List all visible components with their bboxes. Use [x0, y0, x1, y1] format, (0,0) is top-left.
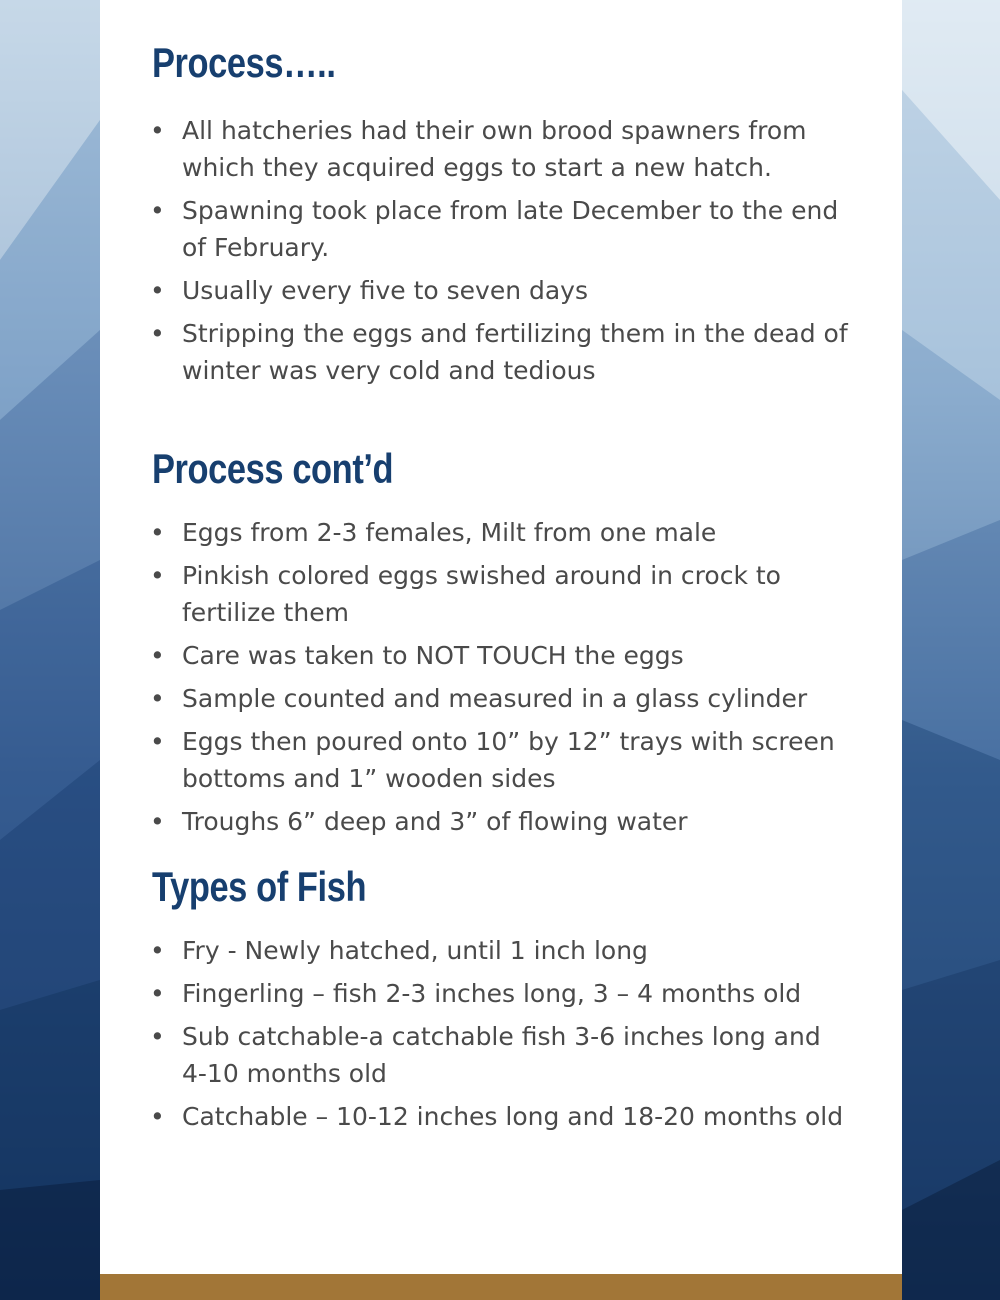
list-item [150, 1018, 850, 1092]
list-item [150, 637, 850, 674]
list-item [150, 272, 850, 309]
list-item [150, 1098, 850, 1135]
bullet-icon: • [150, 518, 165, 547]
list-item-text: Pinkish colored eggs swished around in crock to fertilize them [182, 561, 781, 627]
list-item-text: Eggs from 2-3 females, Milt from one male [182, 518, 717, 547]
bullet-icon: • [150, 276, 165, 305]
bullet-icon: • [150, 561, 165, 590]
section-heading-process-contd: Process cont’d [152, 445, 394, 492]
list-item-text: Catchable – 10-12 inches long and 18-20 months old [182, 1102, 844, 1131]
bullet-icon: • [150, 319, 165, 348]
list-item-text: Stripping the eggs and fertilizing them in the dead of winter was very cold and tedious [182, 319, 848, 385]
list-item [150, 975, 850, 1012]
list-item-text: Sub catchable-a catchable fish 3-6 inches long and 4-10 months old [182, 1022, 821, 1088]
list-item [150, 932, 850, 969]
list-item [150, 112, 850, 186]
bullet-icon: • [150, 196, 165, 225]
polygon-pattern-right [902, 0, 1000, 1300]
content-card [100, 0, 902, 1274]
bullet-icon: • [150, 641, 165, 670]
right-background-panel [902, 0, 1000, 1300]
bullet-list-process-contd [150, 514, 850, 846]
bullet-icon: • [150, 684, 165, 713]
bullet-list-types-of-fish [150, 932, 850, 1141]
list-item-text: Care was taken to NOT TOUCH the eggs [182, 641, 684, 670]
list-item-text: Fingerling – fish 2-3 inches long, 3 – 4 months old [182, 979, 802, 1008]
bullet-icon: • [150, 727, 165, 756]
bullet-icon: • [150, 1022, 165, 1051]
list-item [150, 723, 850, 797]
list-item-text: Usually every five to seven days [182, 276, 588, 305]
section-heading-process: Process….. [152, 39, 336, 86]
section-heading-types-of-fish: Types of Fish [152, 863, 367, 910]
list-item [150, 680, 850, 717]
polygon-pattern-left [0, 0, 100, 1300]
list-item-text: Troughs 6” deep and 3” of flowing water [182, 807, 688, 836]
list-item [150, 192, 850, 266]
bullet-icon: • [150, 1102, 165, 1131]
bullet-icon: • [150, 807, 165, 836]
bullet-icon: • [150, 936, 165, 965]
footer-accent-bar [100, 1274, 902, 1300]
list-item-text: All hatcheries had their own brood spawners from which they acquired eggs to start a new hatch. [182, 116, 807, 182]
list-item-text: Sample counted and measured in a glass cylinder [182, 684, 808, 713]
left-background-panel [0, 0, 100, 1300]
list-item-text: Fry - Newly hatched, until 1 inch long [182, 936, 648, 965]
list-item [150, 315, 850, 389]
bullet-list-process [150, 112, 850, 395]
list-item [150, 803, 850, 840]
list-item [150, 514, 850, 551]
bullet-icon: • [150, 979, 165, 1008]
list-item-text: Spawning took place from late December to the end of February. [182, 196, 839, 262]
list-item-text: Eggs then poured onto 10” by 12” trays with screen bottoms and 1” wooden sides [182, 727, 835, 793]
bullet-icon: • [150, 116, 165, 145]
list-item [150, 557, 850, 631]
